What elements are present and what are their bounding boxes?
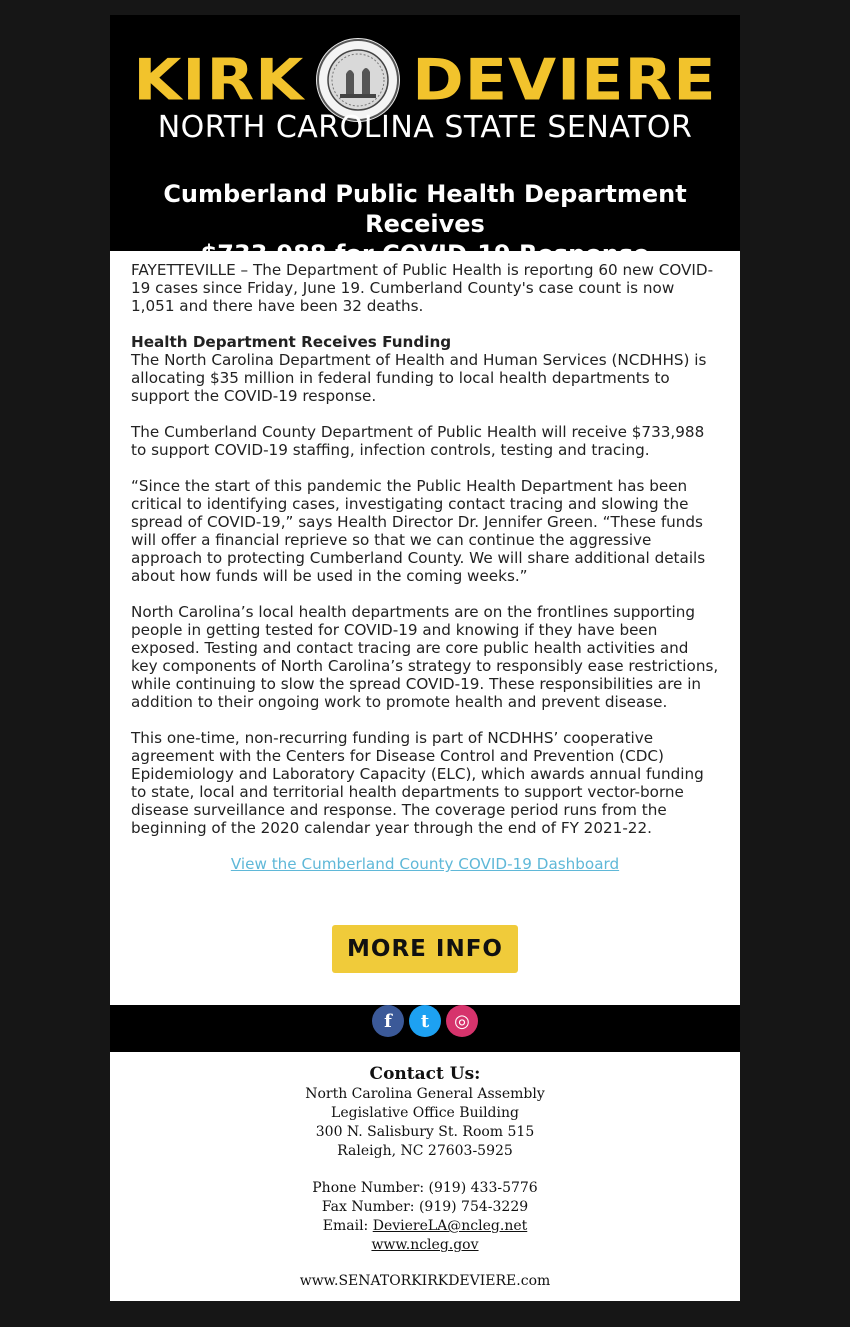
social-bar — [110, 1005, 740, 1052]
header-banner — [110, 15, 740, 268]
dashboard-link[interactable]: View the Cumberland County COVID-19 Dashboard — [230, 855, 620, 873]
spacer — [110, 1255, 740, 1272]
ncleg-website-link[interactable]: www.ncleg.gov — [371, 1237, 479, 1253]
contact-section — [110, 1052, 740, 1301]
fax-number: Fax Number: (919) 754-3229 — [321, 1199, 529, 1215]
quote-paragraph: “Since the start of this pandemic the Public Health Department has been critical to identifying cases, investigating contact tracing and slowing the spread of COVID-19,” says Health Director Dr. Jennifer Green. “These funds will offer a financial reprieve so that we can continue the aggressive approach to protecting Cumberland County. We will share additional details about how funds will be used in the coming weeks.” — [131, 477, 706, 585]
email-row — [110, 1217, 740, 1236]
funding-details-paragraph: This one-time, non-recurring funding is part of NCDHHS’ cooperative agreement with the Centers for Disease Control and Prevention (CDC) Epidemiology and Laboratory Capacity (ELC), which awards annual funding to state, local and territorial health departments to support vector-borne disease surveillance and response. The coverage period runs from the beginning of the 2020 calendar year through the end of FY 2021-22. — [131, 729, 704, 837]
phone-number: Phone Number: (919) 433-5776 — [312, 1180, 538, 1196]
contact-line-4: Raleigh, NC 27603-5925 — [337, 1143, 513, 1159]
headline-line-1: Cumberland Public Health Department Receives — [163, 180, 687, 238]
email-container — [110, 15, 740, 1301]
instagram-icon[interactable]: ◎ — [446, 1005, 478, 1037]
email-link[interactable]: DeviereLA@ncleg.net — [372, 1218, 528, 1234]
contact-line-2: Legislative Office Building — [331, 1105, 519, 1121]
spacer — [110, 1161, 740, 1179]
contact-title: Contact Us: — [369, 1064, 481, 1084]
headline-line-2: $733,988 for COVID-19 Response — [200, 240, 650, 268]
facebook-icon[interactable]: f — [372, 1005, 404, 1037]
senator-subtitle: NORTH CAROLINA STATE SENATOR — [157, 110, 693, 145]
article-body — [110, 251, 740, 1005]
allocation-paragraph: The Cumberland County Department of Public Health will receive $733,988 to support COVID-19 staffing, infection controls, testing and tracing. — [131, 423, 705, 459]
logo-first-name: KIRK — [133, 45, 305, 114]
email-label: Email: — [322, 1218, 373, 1234]
frontlines-paragraph: North Carolina’s local health departments are on the frontlines supporting people in getting tested for COVID-19 and knowing if they have been exposed. Testing and contact tracing are core public health activities and key components of North Carolina’s strategy to responsibly ease restrictions, while continuing to slow the spread COVID-19. These responsibilities are in addition to their ongoing work to promote health and prevent disease. — [131, 603, 719, 711]
intro-paragraph: FAYETTEVILLE – The Department of Public Health is reporting 60 new COVID-19 cases since Friday, June 19. Cumberland County's case count is now 1,051 and there have been 32 deaths. — [131, 261, 714, 315]
funding-paragraph: The North Carolina Department of Health and Human Services (NCDHHS) is allocating $35 million in federal funding to local health departments to support the COVID-19 response. — [131, 351, 707, 405]
section-heading: Health Department Receives Funding — [131, 333, 452, 351]
more-info-row — [131, 925, 719, 973]
more-info-button[interactable]: MORE INFO — [332, 925, 518, 973]
dashboard-link-row — [131, 855, 719, 873]
logo-last-name: DEVIERE — [412, 45, 717, 114]
twitter-icon[interactable]: t — [409, 1005, 441, 1037]
contact-line-1: North Carolina General Assembly — [305, 1086, 545, 1102]
page-title — [110, 179, 740, 269]
senator-website: www.SENATORKIRKDEVIERE.com — [299, 1273, 551, 1289]
contact-line-3: 300 N. Salisbury St. Room 515 — [315, 1124, 535, 1140]
